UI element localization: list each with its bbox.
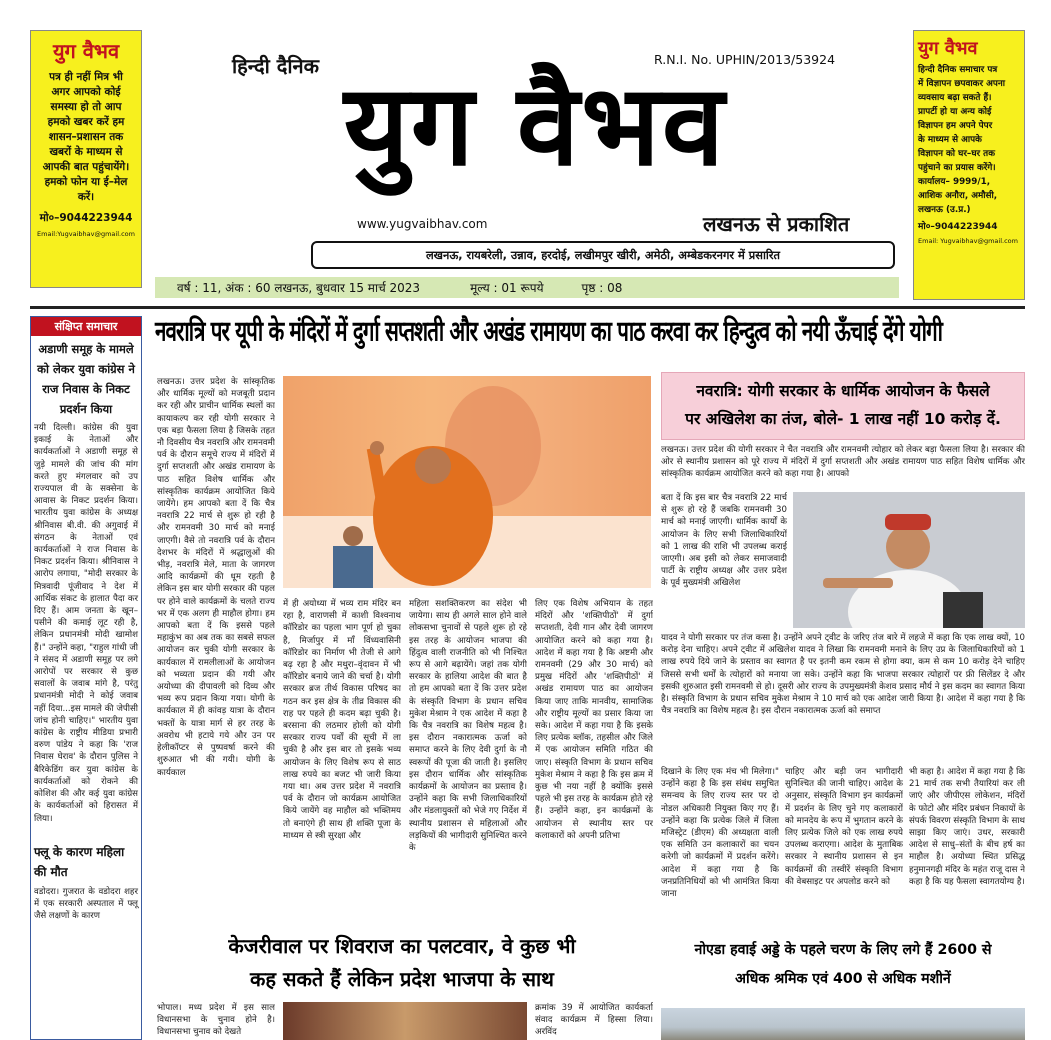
akhilesh-beside-text: बता दें कि इस बार चैत्र नवरात्रि 22 मार्च से शुरू हो रहे हैं जबकि रामनवमी 30 मार्च को मनाई जाएगी। धार्मिक कार्यों के आयोजन के लिए सभी जिलाधिकारियों को 1 लाख की राशि भी उपलब्ध कराई जाएगी। अब इसी को लेकर समाजवादी पार्टी के राष्ट्रीय अध्यक्ष और उत्तर प्रदेश के पूर्व मुख्यमंत्री अखिलेश bbox=[661, 493, 787, 589]
website-link[interactable]: www.yugvaibhav.com bbox=[357, 217, 488, 231]
left-box-line: समस्या हो तो आप bbox=[50, 101, 122, 113]
right-box-text bbox=[918, 63, 1020, 217]
lead-col-1: लखनऊ। उत्तर प्रदेश के सांस्कृतिक और धार्मिक मूल्यों को मजबूती प्रदान कर रही और प्राचीन धार्मिक स्थलों का कायाकल्प कर रही योगी सरकार ने एक बड़ा फैसला लिया है जिसके तहत नौ दिवसीय चैत्र नवरात्रि और रामनवमी पर्व के दौरान समूचे राज्य में मंदिरों में दुर्गा सप्तशती और अखंड रामायण के पाठ सहित विशेष धार्मिक और सांस्कृतिक कार्यक्रम आयोजित किये जायेंगे। हम आपको बता दें कि चैत्र नवरात्रि 22 मार्च से शुरू हो रही है और रामनवमी 30 मार्च को मनाई जाएगी। वैसे तो नवरात्रि पर्व के दौरान देशभर के मंदिरों में श्रद्धालुओं की भीड़, नवरात्रि मेले, माता के जागरण आदि कार्यक्रमों की धूम रहती है लेकिन इस बार योगी सरकार की पहल पर होने वाले कार्यक्रमों के चलते राज्य भर में एक अलग ही माहौल होगा। हम आपको बता दें कि इससे पहले महाकुंभ का अब तक का सबसे सफल आयोजन कर चुकी योगी सरकार के कार्यकाल में रामलीलाओं के आयोजन को भव्यता प्रदान की गयी और अयोध्या की दीपावली को दिव्य और भव्य रूप प्रदान किया गया। योगी के कार्यकाल में ही कांवड़ यात्रा के दौरान भक्तों के यात्रा मार्ग से हर तरह के अवरोध भी हटाये गये और उन पर हेलीकॉप्टर से पुष्पवर्षा करने की शुरुआत भी की गयी। योगी के कार्यकाल bbox=[157, 377, 275, 778]
shivraj-photo bbox=[283, 1002, 527, 1040]
lead-col-3: महिला सशक्तिकरण का संदेश भी जायेगा। साथ ही अगले साल होने वाले लोकसभा चुनावों से पहले शुरू हो रहे इस तरह के आयोजन भाजपा की हिंदुत्व वाली राजनीति को भी निश्चित रूप से आगे बढ़ायेंगे। जहां तक योगी सरकार के हालिया आदेश की बात है तो हम आपको बता दें कि उत्तर प्रदेश के संस्कृति विभाग के प्रधान सचिव मुकेश मेश्राम ने एक आदेश में कहा है कि चैत्र नवरात्रि का विशेष महत्व है। इस दौरान नकारात्मक ऊर्जा को समाप्त करने के लिए देवी दुर्गा के नौ स्वरूपों की पूजा की जाती है। इसलिए इस दौरान धार्मिक और सांस्कृतिक कार्यक्रमों के आयोजन का प्रस्ताव है। उन्होंने कहा कि सभी जिलाधिकारियों और मंडलायुक्तों को भेजे गए निर्देश में स्थानीय प्रशासन से महिलाओं और लड़कियों की भागीदारी सुनिश्चित करने के bbox=[409, 599, 527, 854]
masthead-title: युग वैभव bbox=[343, 61, 727, 191]
brief-story2-body: वडोदरा। गुजरात के वडोदरा शहर में एक सरकारी अस्पताल में फ्लू जैसे लक्षणों के कारण bbox=[34, 887, 138, 922]
right-ad-box bbox=[913, 30, 1025, 300]
akhilesh-row bbox=[661, 492, 1025, 632]
left-box-line: करें। bbox=[77, 191, 95, 203]
right-box-line: में विज्ञापन छपवाकर अपना bbox=[918, 79, 1005, 89]
kejriwal-col-1: भोपाल। मध्य प्रदेश में इस साल विधानसभा के चुनाव होने है। विधानसभा चुनाव को देखते bbox=[157, 1003, 275, 1038]
left-box-line: खबरों के माध्यम से bbox=[49, 146, 123, 158]
right-box-line: व्यवसाय बढ़ा सकते हैं। bbox=[918, 93, 992, 103]
left-box-line: आपकी बात पहुंचायेंगे। bbox=[42, 161, 130, 173]
lead-col-2: में ही अयोध्या में भव्य राम मंदिर बन रहा है, वाराणसी में काशी विश्वनाथ कॉरिडोर का पहला भाग पूर्ण हो चुका है, मिर्जापुर में माँ विंध्यवासिनी कॉरिडोर का निर्माण भी तेजी से आगे बढ़ रहा है और मथुरा–वृंदावन में भी कॉरिडोर बनाये जाने की चर्चा है। योगी सरकार ब्रज तीर्थ विकास परिषद का गठन कर इस क्षेत्र के तीव्र विकास की राह पर पहले ही कदम बढ़ा चुकी है। बरसाना की लठमार होली को योगी सरकार राज्य पर्वों की सूची में ला चुकी है और इस बार तो इसके भव्य आयोजन के लिए विशेष रूप से साठ लाख रुपये का बजट भी जारी किया गया था। अब उत्तर प्रदेश में नवरात्रि पर्व के दौरान जो कार्यक्रम आयोजित किये जायेंगे वह माहौल को भक्तिमय तो बनाएंगे ही साथ ही शक्ति पूजा के माध्यम से स्त्री सुरक्षा और bbox=[283, 599, 401, 841]
akhilesh-photo-art bbox=[793, 492, 1025, 628]
issue-band bbox=[155, 277, 899, 298]
yogi-photo bbox=[283, 376, 651, 588]
right-box-line: लखनऊ (उ.प्र.) bbox=[918, 205, 971, 215]
left-box-phone: मो०–9044223944 bbox=[39, 212, 133, 224]
akhilesh-body: यादव ने योगी सरकार पर तंज कसा है। उन्होंने अपने ट्वीट के जरिए तंज बारे में लहजे में कहा कि एक लाख क्यों, 10 करोड़ देना चाहिए। अपने ट्वीट में अखिलेश यादव ने लिखा कि रामनवमी मनाने के लिए उप्र के जिलाधिकारियों को 1 लाख रुपये दिये जाने के प्रस्ताव का स्वागत है पर इतनी कम रकम से होगा क्या, कम से कम 10 करोड़ देने चाहिए जिससे सभी धर्मों के त्योहारों को मनाया जा सके। उन्होंने कहा कि भाजपा सरकार त्योहारों पर फ्री सिलेंडर दे और इसकी शुरुआत इसी रामनवमी से हो। दूसरी ओर राज्य के उपमुख्यमंत्री केशव प्रसाद मौर्य ने इस कदम का स्वागत किया है। संस्कृति विभाग के प्रधान सचिव मुकेश मेश्राम ने 10 मार्च को एक आदेश जारी किया है। आदेश में कहा गया है कि चैत्र नवरात्रि का विशेष महत्व है। इस दौरान नकारात्मक ऊर्जा को समाप्त bbox=[661, 633, 1025, 717]
right-box-line: विज्ञापन को घर–घर तक bbox=[918, 149, 995, 159]
kejriwal-headline-line2: कह सकते हैं लेकिन प्रदेश भाजपा के साथ bbox=[250, 967, 554, 991]
brief-column bbox=[30, 316, 142, 1040]
right-box-line: कार्यालय– 9999/1, bbox=[918, 177, 991, 187]
masthead-tagline: हिन्दी दैनिक bbox=[232, 54, 320, 78]
lead-headline: नवरात्रि पर यूपी के मंदिरों में दुर्गा सप्तशती और अखंड रामायण का पाठ करवा कर हिन्दुत्व को नयी ऊँचाई देंगे योगी bbox=[155, 314, 943, 348]
left-box-text bbox=[35, 70, 137, 205]
brief-story2-headline: फ्लू के कारण महिला की मौत bbox=[34, 845, 125, 879]
left-box-line: पत्र ही नहीं मित्र भी bbox=[49, 71, 123, 83]
lead-col-7: भी कहा है। आदेश में कहा गया है कि 21 मार्च तक सभी तैयारियां कर ली जाएं और जीपीएस लोकेशन, मंदिरों के फोटो और मंदिर प्रबंधन निकायों के संपर्क विवरण संस्कृति विभाग के साथ साझा किए जाएं। उधर, सरकारी आदेश से साधु–संतों के बीच हर्ष का माहौल है। अयोध्या स्थित प्रसिद्ध हनुमानगढ़ी मंदिर के महंत राजू दास ने कहा है कि यह फैसला स्वागतयोग्य है। bbox=[909, 767, 1025, 887]
brief-story1-body: नयी दिल्ली। कांग्रेस की युवा इकाई के नेताओं और कार्यकर्ताओं ने अडाणी समूह से जुड़े मामले की जांच की मांग करते हुए मंगलवार को उप राज्यपाल वी के सक्सेना के आवास के निकट प्रदर्शन किया। भारतीय युवा कांग्रेस के अध्यक्ष श्रीनिवास बी.वी. की अगुवाई में संगठन के नेताओं एवं कार्यकर्ताओं ने राज निवास के निकट प्रदर्शन किया। श्रीनिवास ने आरोप लगाया, "मोदी सरकार के मित्रवादी पूंजीवाद ने देश में आर्थिक संकट के हालात पैदा कर दिए हैं। आम जनता के खून–पसीने की कमाई लूट रही है, लेकिन प्रधानमंत्री मोदी खामोश हैं।" उन्होंने कहा, "राहुल गांधी जी ने संसद में अडाणी समूह पर लगे आरोपों पर सरकार से कुछ सवालों के जवाब मांगे है, परंतु प्रधानमंत्री मोदी ने कोई जवाब नहीं दिया...इस मामले की जेपीसी जांच होनी चाहिए।" भारतीय युवा कांग्रेस के राष्ट्रीय मीडिया प्रभारी वरुण पांडेय ने कहा कि 'राज निवास घेराव' के दौरान पुलिस ने बैरिकेडिंग कर युवा कांग्रेस के कार्यकर्ताओं को रोकने की कोशिश की और कई युवा कांग्रेस के कार्यकर्ताओं को हिरासत में लिया। bbox=[34, 423, 138, 824]
yogi-photo-art bbox=[283, 376, 651, 588]
left-box-line: हमको फोन या ई–मेल bbox=[44, 176, 128, 188]
brief-story1-headline: अडाणी समूह के मामले को लेकर युवा कांग्रेस ने राज निवास के निकट प्रदर्शन किया bbox=[37, 342, 135, 416]
right-box-line: प्रापर्टी हो या अन्य कोई bbox=[918, 107, 992, 117]
airport-photo bbox=[661, 1008, 1025, 1040]
akhilesh-headline-line1: नवरात्रि: योगी सरकार के धार्मिक आयोजन के फैसले bbox=[696, 382, 990, 400]
akhilesh-intro: लखनऊ। उत्तर प्रदेश की योगी सरकार ने चैत नवरात्रि और रामनवमी त्योहार को लेकर बड़ा फैसला लिया है। सरकार की ओर से स्थानीय प्रशासन को पूरे राज्य में मंदिरों में दुर्गा सप्तशती और अखंड रामायण पाठ सहित विशेष धार्मिक और सांस्कृतिक कार्यक्रम आयोजित करने को कहा गया है। आपको bbox=[661, 445, 1025, 480]
right-box-line: के माध्यम से आपके bbox=[918, 135, 982, 145]
left-box-line: अगर आपको कोई bbox=[51, 86, 121, 98]
right-box-phone: मो०–9044223944 bbox=[918, 222, 998, 232]
distribution-bar bbox=[311, 241, 895, 269]
akhilesh-story bbox=[661, 372, 1025, 762]
lead-col-4: लिए एक विशेष अभियान के तहत मंदिरों और 'शक्तिपीठों' में दुर्गा सप्तशती, देवी गान और देवी जागरण आयोजित करने को कहा गया है। आदेश में कहा गया है कि अष्टमी और रामनवमी (29 और 30 मार्च) को प्रमुख मंदिरों और 'शक्तिपीठों' में अखंड रामायण पाठ का आयोजन किया जाए ताकि मानवीय, सामाजिक और राष्ट्रीय मूल्यों का प्रसार किया जा सके। आदेश में कहा गया है कि इसके लिए प्रत्येक ब्लॉक, तहसील और जिले में एक आयोजन समिति गठित की जाए। संस्कृति विभाग के प्रधान सचिव मुकेश मेश्राम ने कहा है कि इस क्रम में कुछ भी नया नहीं है क्योंकि इससे पहले भी इस तरह के कार्यक्रम होते रहे हैं। उन्होंने कहा, इन कार्यक्रमों के आयोजन से स्थानीय स्तर पर कलाकारों को अपनी प्रतिभा bbox=[535, 599, 653, 841]
right-box-line: आशिक अनौरा, अमौसी, bbox=[918, 191, 998, 201]
noida-headline-line2: अधिक श्रमिक एवं 400 से अधिक मशीनें bbox=[735, 971, 951, 987]
lead-col-6: चाहिए और बड़ी जन भागीदारी सुनिश्चित की जानी चाहिए। आदेश के अनुसार, संस्कृति विभाग इन कार्यक्रमों में प्रदर्शन के लिए चुने गए कलाकारों को मानदेय के रूप में भुगतान करने के लिए प्रत्येक जिले को एक लाख रुपये उपलब्ध कराएगा। आदेश के मुताबिक सरकार ने स्थानीय प्रशासन से इन कार्यक्रमों की तस्वीरें संस्कृति विभाग की वेबसाइट पर अपलोड करने को bbox=[785, 767, 903, 887]
kejriwal-col-2: क्रमांक 39 में आयोजित कार्यकर्ता संवाद कार्यक्रम में हिस्सा लिया। अरविंद bbox=[535, 1003, 653, 1038]
right-box-line: पहुंचाने का प्रयास करेंगे। bbox=[918, 163, 996, 173]
left-info-box bbox=[30, 30, 142, 288]
left-box-email[interactable]: Email:Yugvaibhav@gmail.com bbox=[37, 230, 135, 238]
left-box-title: युग वैभव bbox=[52, 39, 120, 63]
left-box-line: हमको खबर करें हम bbox=[47, 116, 125, 128]
noida-headline-line1: नोएडा हवाई अड्डे के पहले चरण के लिए लगे हैं 2600 से bbox=[694, 942, 992, 958]
lead-col-5: दिखाने के लिए एक मंच भी मिलेगा।" उन्होंने कहा है कि इस संबंध समुचित समन्वय के लिए राज्य स्तर पर दो नोडल अधिकारी नियुक्त किए गए हैं। उन्होंने कहा कि प्रत्येक जिले में जिला मजिस्ट्रेट (डीएम) की अध्यक्षता वाली एक समिति उन कलाकारों का चयन करेगी जो कार्यक्रमों में प्रदर्शन करेंगे। आदेश में कहा गया है कि जनप्रतिनिधियों को भी आमंत्रित किया जाना bbox=[661, 767, 779, 900]
brief-label: संक्षिप्त समाचार bbox=[31, 317, 141, 336]
akhilesh-headline-box bbox=[661, 372, 1025, 440]
akhilesh-headline-line2: पर अखिलेश का तंज, बोले- 1 लाख नहीं 10 करोड़ दें. bbox=[685, 410, 1001, 428]
pages-text: पृष्ठ : 08 bbox=[581, 281, 623, 295]
left-box-line: शासन–प्रशासन तक bbox=[48, 131, 124, 143]
akhilesh-photo bbox=[793, 492, 1025, 628]
right-box-title: युग वैभव bbox=[918, 38, 978, 59]
kejriwal-headline-line1: केजरीवाल पर शिवराज का पलटवार, वे कुछ भी bbox=[228, 934, 576, 958]
issue-line: वर्ष : 11, अंक : 60 लखनऊ, बुधवार 15 मार्च 2023 bbox=[177, 281, 421, 295]
distribution-text: लखनऊ, रायबरेली, उन्नाव, हरदोई, लखीमपुर खीरी, अमेठी, अम्बेडकरनगर में प्रसारित bbox=[425, 247, 781, 262]
right-box-email[interactable]: Email: Yugvaibhav@gmail.com bbox=[918, 237, 1018, 245]
rni-number: R.N.I. No. UPHIN/2013/53924 bbox=[654, 52, 836, 67]
price-text: मूल्य : 01 रूपये bbox=[470, 281, 544, 295]
published-from: लखनऊ से प्रकाशित bbox=[703, 212, 850, 236]
right-box-line: विज्ञापन हम अपने पेपर bbox=[918, 121, 993, 131]
right-box-line: हिन्दी दैनिक समाचार पत्र bbox=[918, 65, 998, 75]
